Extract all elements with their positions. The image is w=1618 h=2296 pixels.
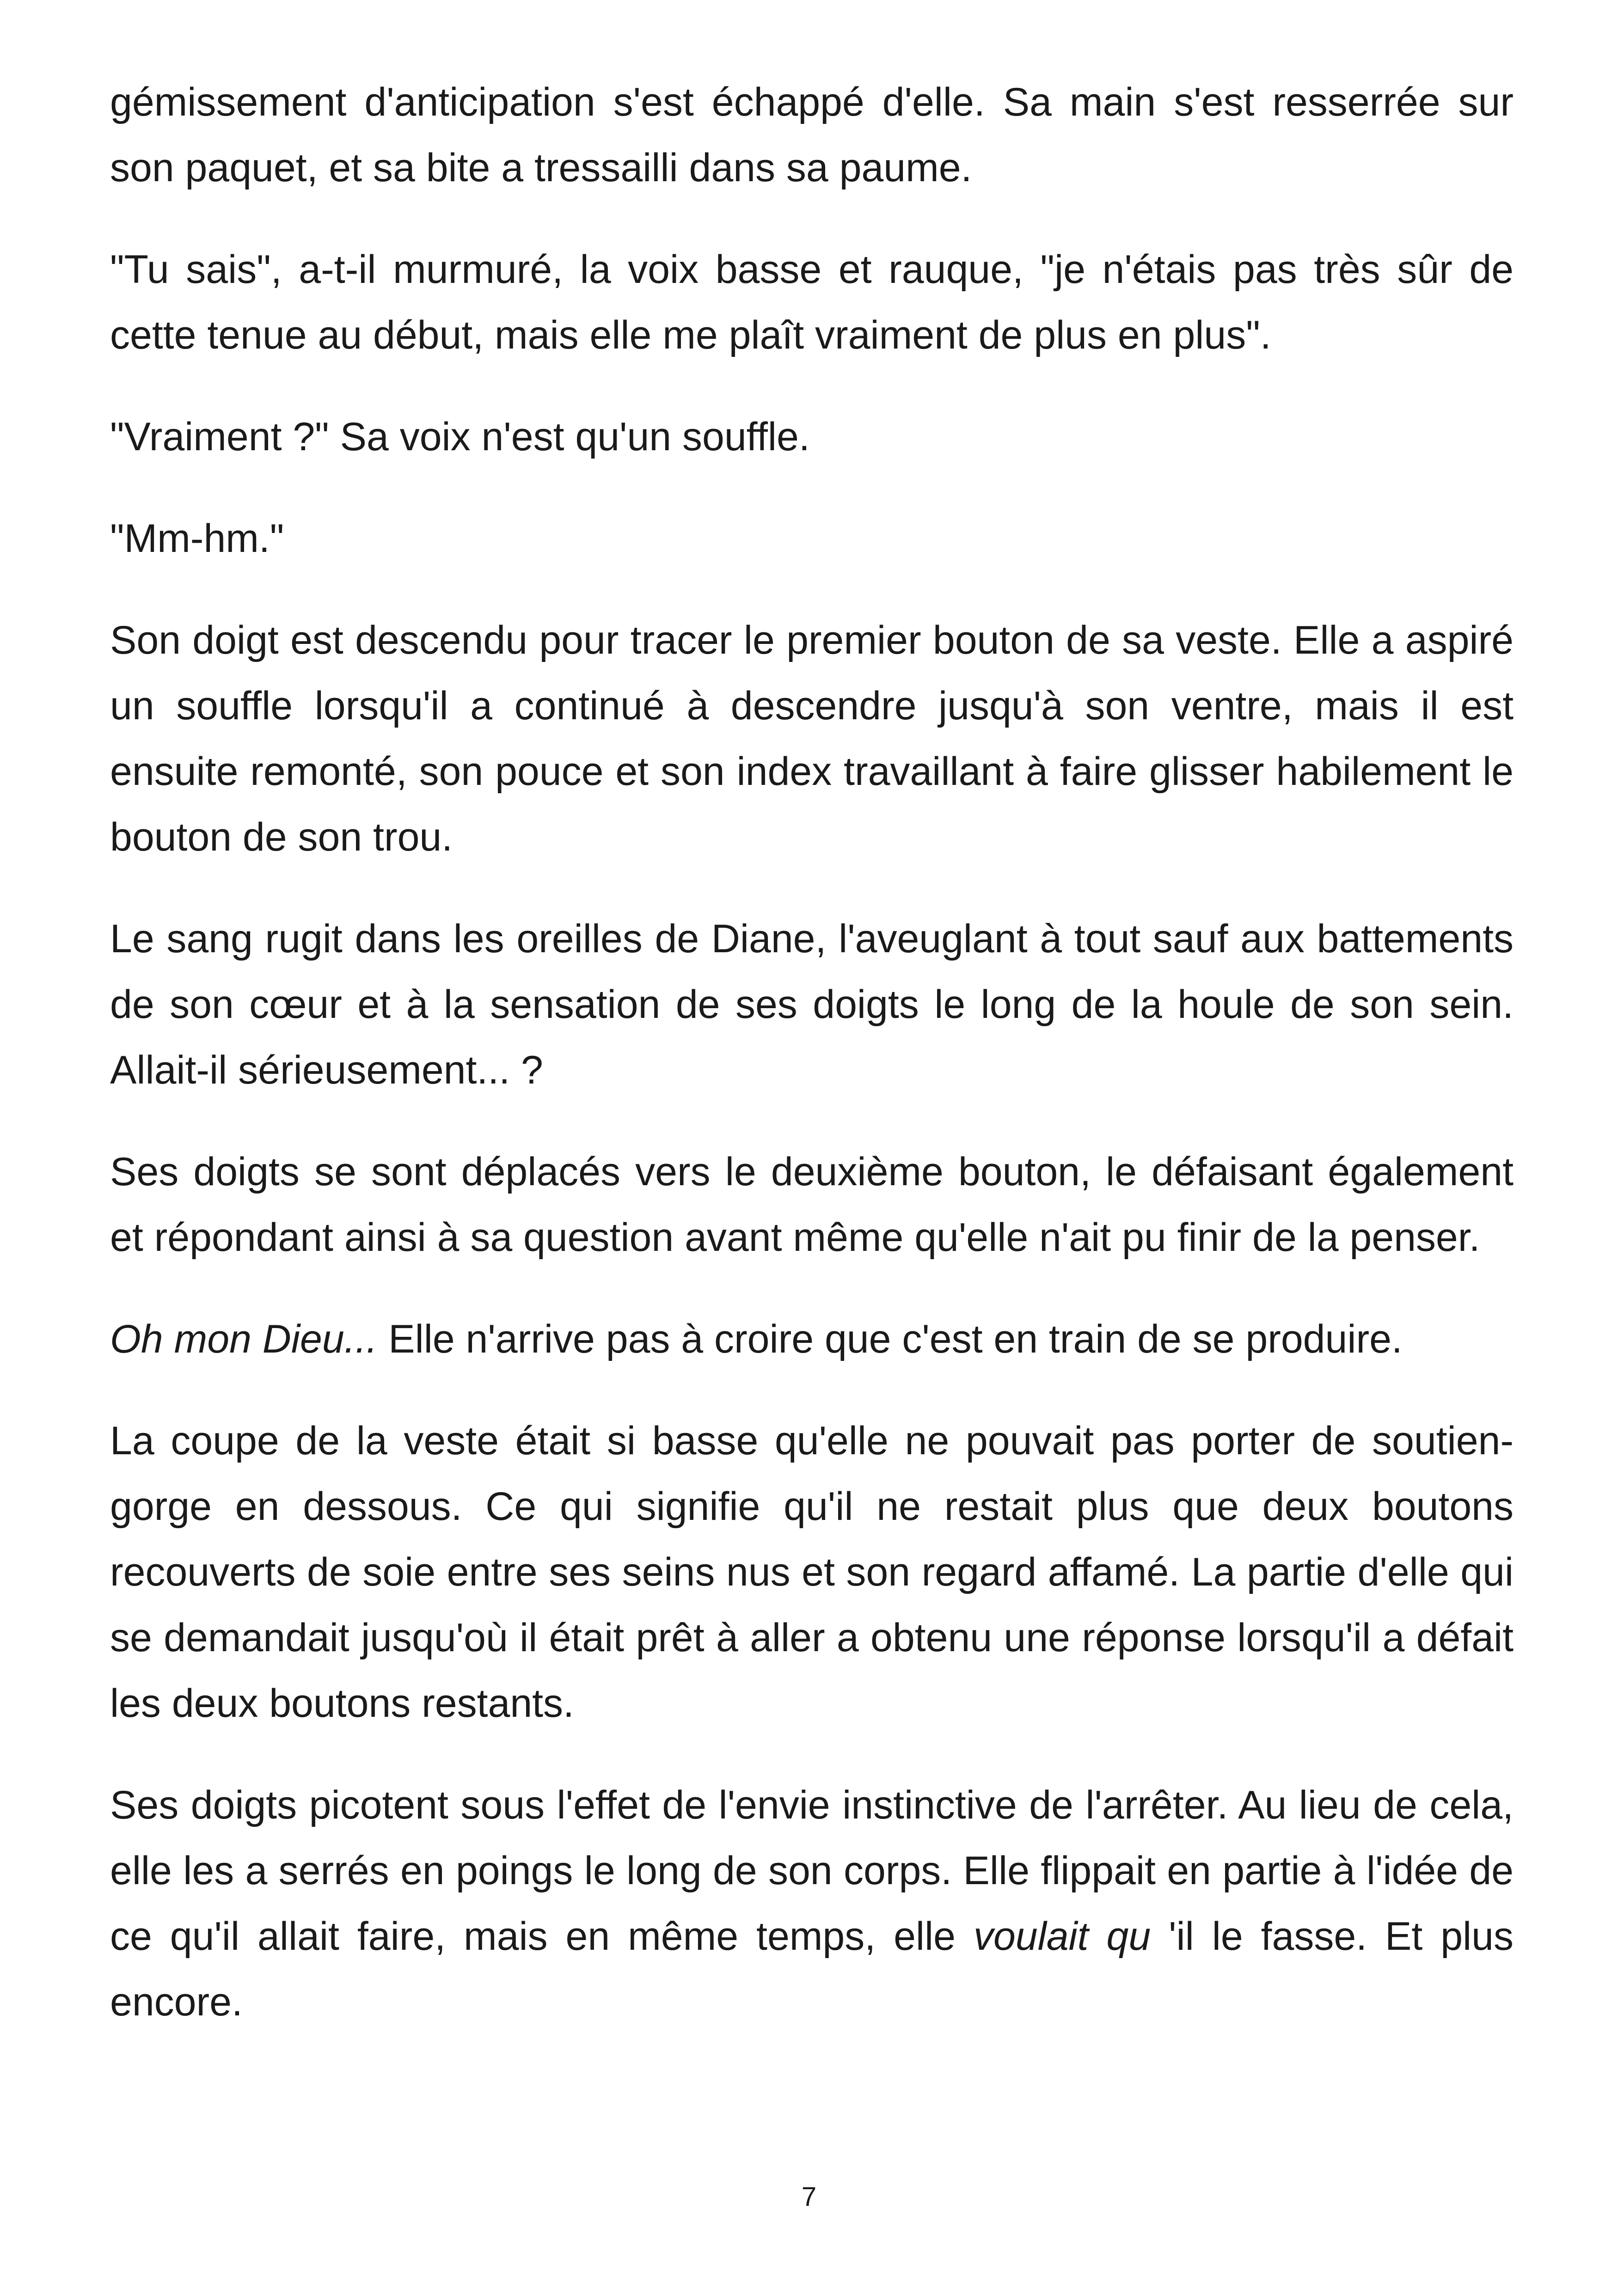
paragraph (110, 906, 1514, 1103)
paragraph (110, 506, 1514, 571)
text-run: "Vraiment ?" Sa voix n'est qu'un souffle. (110, 415, 810, 459)
text-run: La coupe de la veste était si basse qu'elle ne pouvait pas porter de soutien-gorge en dessous. Ce qui signifie qu'il ne restait plus que deux boutons recouverts de soie entre ses seins nus et son regard affamé. La partie d'elle qui se demandait jusqu'où il était prêt à aller a obtenu une réponse lorsqu'il a défait les deux boutons restants. (110, 1419, 1514, 1726)
text-run: Elle n'arrive pas à croire que c'est en train de se produire. (377, 1317, 1403, 1361)
paragraph (110, 1306, 1514, 1372)
page-number: 7 (801, 2182, 817, 2212)
paragraph (110, 404, 1514, 470)
text-run: "Mm-hm." (110, 516, 284, 561)
paragraph (110, 1772, 1514, 2035)
text-run: "Tu sais", a-t-il murmuré, la voix basse et rauque, "je n'étais pas très sûr de cette tenue au début, mais elle me plaît vraiment de plus en plus". (110, 247, 1514, 357)
italic-text-run: voulait qu (973, 1914, 1151, 1959)
text-run: 'il le fasse. Et plus encore. (110, 1914, 1514, 2024)
text-run: Le sang rugit dans les oreilles de Diane, l'aveuglant à tout sauf aux battements de son cœur et à la sensation de ses doigts le long de la houle de son sein. Allait-il sérieusement... ? (110, 917, 1514, 1092)
text-run: Son doigt est descendu pour tracer le premier bouton de sa veste. Elle a aspiré un souffle lorsqu'il a continué à descendre jusqu'à son ventre, mais il est ensuite remonté, son pouce et son index travaillant à faire glisser habilement le bouton de son trou. (110, 618, 1514, 859)
italic-text-run: Oh mon Dieu... (110, 1317, 378, 1361)
text-run: gémissement d'anticipation s'est échappé d'elle. Sa main s'est resserrée sur son paquet, et sa bite a tressailli dans sa paume. (110, 80, 1514, 190)
paragraph (110, 1139, 1514, 1270)
paragraph (110, 607, 1514, 870)
paragraph (110, 237, 1514, 368)
body-text (110, 69, 1514, 2035)
text-run: Ses doigts se sont déplacés vers le deuxième bouton, le défaisant également et répondant ainsi à sa question avant même qu'elle n'ait pu finir de la penser. (110, 1150, 1514, 1260)
paragraph (110, 1408, 1514, 1736)
text-run: Ses doigts picotent sous l'effet de l'envie instinctive de l'arrêter. Au lieu de cela, elle les a serrés en poings le long de son corps. Elle flippait en partie à l'idée de ce qu'il allait faire, mais en même temps, elle (110, 1783, 1514, 1959)
paragraph (110, 69, 1514, 201)
